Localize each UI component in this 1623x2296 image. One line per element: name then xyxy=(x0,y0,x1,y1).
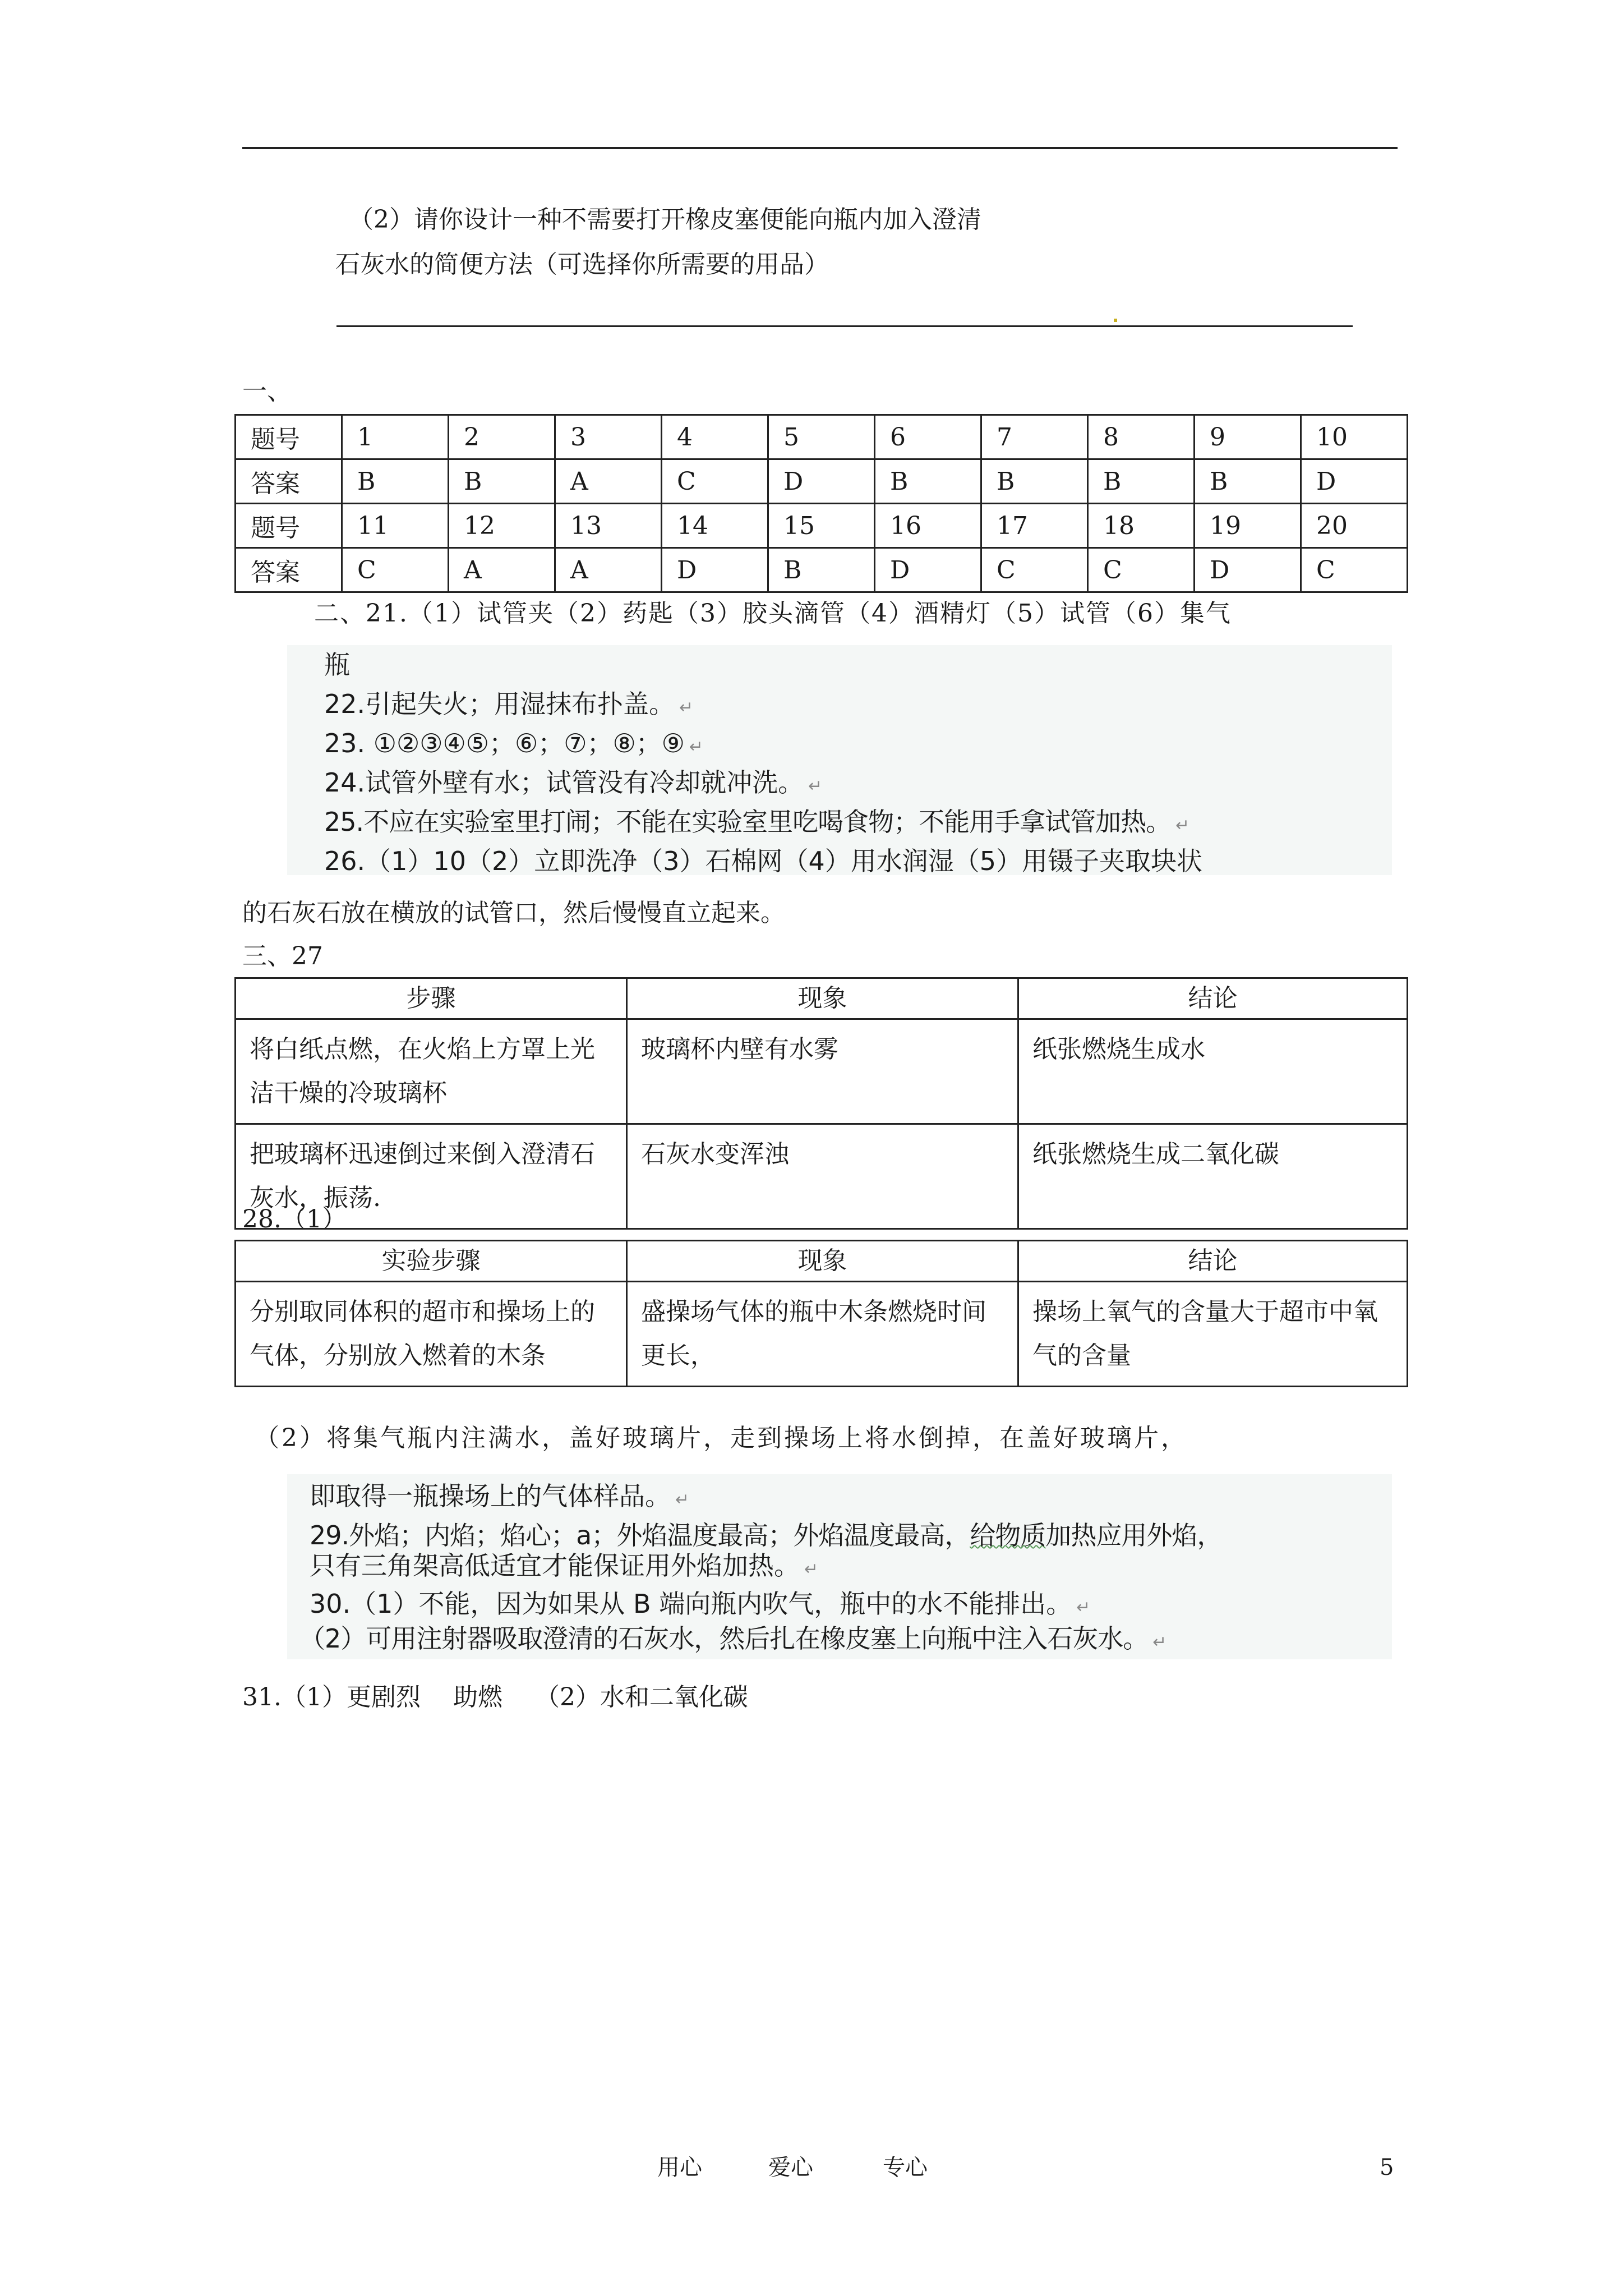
q29-continued xyxy=(310,1550,819,1581)
table-cell: B xyxy=(1195,459,1301,504)
table-cell: 17 xyxy=(981,504,1088,548)
q25-answer xyxy=(324,809,1189,835)
table-header-row xyxy=(236,978,1408,1019)
q21-line: 二、21.（1）试管夹（2）药匙（3）胶头滴管（4）酒精灯（5）试管（6）集气 xyxy=(314,599,1232,628)
table-row xyxy=(236,1124,1408,1229)
table-row xyxy=(236,548,1408,592)
return-mark-icon: ↵ xyxy=(1076,1598,1091,1617)
stray-dot xyxy=(1114,319,1117,322)
q24-text: 24.试管外壁有水；试管没有冷却就冲洗。 xyxy=(324,767,804,798)
table-cell: 3 xyxy=(555,415,662,459)
section-1-label: 一、 xyxy=(242,377,292,406)
table-row xyxy=(236,504,1408,548)
q29-text-b: 只有三角架高低适宜才能保证用外焰加热。 xyxy=(310,1550,800,1581)
table-cell: 题号 xyxy=(236,504,342,548)
table-cell: 操场上氧气的含量大于超市中氧气的含量 xyxy=(1018,1282,1408,1387)
q28-label: 28.（1） xyxy=(242,1205,347,1234)
table-cell: 13 xyxy=(555,504,662,548)
table-row xyxy=(236,415,1408,459)
table-cell: D xyxy=(1195,548,1301,592)
q29-text-a-end: 加热应用外焰， xyxy=(1045,1520,1223,1550)
table-cell: 7 xyxy=(981,415,1088,459)
table-cell: 15 xyxy=(768,504,875,548)
table-cell: 纸张燃烧生成二氧化碳 xyxy=(1018,1124,1408,1229)
table-cell: 石灰水变浑浊 xyxy=(627,1124,1018,1229)
experiment-28-table xyxy=(234,1240,1408,1387)
table-cell: 将白纸点燃，在火焰上方罩上光洁干燥的冷玻璃杯 xyxy=(236,1019,627,1124)
table-header: 步骤 xyxy=(236,978,627,1019)
q22-text: 22.引起失火；用湿抹布扑盖。 xyxy=(324,689,675,719)
table-cell: 18 xyxy=(1088,504,1195,548)
table-cell: A xyxy=(555,548,662,592)
q21-continued: 瓶 xyxy=(324,650,350,680)
answers-image-panel-2 xyxy=(287,1474,1392,1659)
table-cell: 2 xyxy=(449,415,555,459)
q28-part-2-continued xyxy=(310,1483,689,1509)
table-cell: B xyxy=(875,459,981,504)
table-cell: C xyxy=(1088,548,1195,592)
return-mark-icon: ↵ xyxy=(1152,1632,1166,1652)
table-cell: 9 xyxy=(1195,415,1301,459)
return-mark-icon: ↵ xyxy=(804,1559,819,1579)
table-cell: 把玻璃杯迅速倒过来倒入澄清石灰水，振荡. xyxy=(236,1124,627,1229)
q29-text-a: 29.外焰；内焰；焰心；a；外焰温度最高；外焰温度最高， xyxy=(310,1520,970,1550)
table-cell: 4 xyxy=(662,415,768,459)
answers-image-panel-1 xyxy=(287,645,1392,875)
header-rule xyxy=(242,147,1398,149)
table-cell: 盛操场气体的瓶中木条燃烧时间更长， xyxy=(627,1282,1018,1387)
table-cell: 12 xyxy=(449,504,555,548)
table-cell: 10 xyxy=(1301,415,1408,459)
q23-text: 23. ①②③④⑤；⑥；⑦；⑧；⑨ xyxy=(324,728,685,758)
q30-answer-1 xyxy=(310,1591,1090,1617)
table-cell: B xyxy=(1088,459,1195,504)
table-header: 实验步骤 xyxy=(236,1241,627,1282)
table-cell: 6 xyxy=(875,415,981,459)
return-mark-icon: ↵ xyxy=(679,698,694,717)
table-header: 现象 xyxy=(627,978,1018,1019)
table-cell: 16 xyxy=(875,504,981,548)
table-cell: C xyxy=(981,548,1088,592)
return-mark-icon: ↵ xyxy=(675,1490,690,1510)
table-cell: 题号 xyxy=(236,415,342,459)
answer-table xyxy=(234,414,1408,593)
table-row xyxy=(236,1019,1408,1124)
table-cell: C xyxy=(1301,548,1408,592)
q29-answer xyxy=(310,1522,1222,1548)
table-cell: 纸张燃烧生成水 xyxy=(1018,1019,1408,1124)
table-header: 结论 xyxy=(1018,1241,1408,1282)
footer-motto-2: 爱心 xyxy=(768,2155,813,2180)
footer-motto-1: 用心 xyxy=(657,2155,702,2180)
table-cell: C xyxy=(342,548,449,592)
table-cell: 分别取同体积的超市和操场上的气体，分别放入燃着的木条 xyxy=(236,1282,627,1387)
q29-text-underlined: 给物质 xyxy=(970,1520,1046,1550)
table-cell: A xyxy=(449,548,555,592)
answer-blank-line xyxy=(336,325,1353,327)
table-cell: D xyxy=(768,459,875,504)
table-cell: 答案 xyxy=(236,459,342,504)
table-cell: B xyxy=(768,548,875,592)
table-header: 结论 xyxy=(1018,978,1408,1019)
table-cell: 答案 xyxy=(236,548,342,592)
q23-answer xyxy=(324,730,703,756)
table-cell: 1 xyxy=(342,415,449,459)
q28-sample-text: 即取得一瓶操场上的气体样品。 xyxy=(310,1481,671,1511)
q26-answer: 26.（1）10（2）立即洗净（3）石棉网（4）用水润湿（5）用镊子夹取块状 xyxy=(324,846,1203,876)
q30-answer-2 xyxy=(299,1623,1166,1654)
table-cell: 14 xyxy=(662,504,768,548)
q28-part-2: （2）将集气瓶内注满水，盖好玻璃片，走到操场上将水倒掉，在盖好玻璃片， xyxy=(255,1424,1188,1452)
question-line-1: （2）请你设计一种不需要打开橡皮塞便能向瓶内加入澄清 xyxy=(349,205,981,234)
table-cell: A xyxy=(555,459,662,504)
table-header-row xyxy=(236,1241,1408,1282)
experiment-27-table xyxy=(234,977,1408,1234)
table-row xyxy=(236,459,1408,504)
page-number: 5 xyxy=(1380,2155,1394,2180)
table-cell: 8 xyxy=(1088,415,1195,459)
table-cell: D xyxy=(875,548,981,592)
return-mark-icon: ↵ xyxy=(689,737,704,757)
q22-answer xyxy=(324,691,693,717)
table-cell: D xyxy=(1301,459,1408,504)
table-header: 现象 xyxy=(627,1241,1018,1282)
table-cell: B xyxy=(981,459,1088,504)
table-cell: D xyxy=(662,548,768,592)
table-row xyxy=(236,1282,1408,1387)
q24-answer xyxy=(324,767,823,798)
return-mark-icon: ↵ xyxy=(1175,816,1189,835)
return-mark-icon: ↵ xyxy=(808,776,823,796)
table-cell: 20 xyxy=(1301,504,1408,548)
q31-answer: 31.（1）更剧烈 助燃 （2）水和二氧化碳 xyxy=(242,1683,748,1711)
table-cell: B xyxy=(449,459,555,504)
table-cell: 11 xyxy=(342,504,449,548)
table-cell: C xyxy=(662,459,768,504)
q26-continued: 的石灰石放在横放的试管口，然后慢慢直立起来。 xyxy=(242,899,785,927)
q30-text-b: （2）可用注射器吸取澄清的石灰水，然后扎在橡皮塞上向瓶中注入石灰水。 xyxy=(299,1623,1149,1654)
table-cell: 19 xyxy=(1195,504,1301,548)
table-cell: 5 xyxy=(768,415,875,459)
table-cell: B xyxy=(342,459,449,504)
q25-text: 25.不应在实验室里打闹；不能在实验室里吃喝食物；不能用手拿试管加热。 xyxy=(324,807,1172,837)
footer-motto-3: 专心 xyxy=(883,2155,928,2180)
section-3-label: 三、27 xyxy=(242,942,323,970)
q30-text-a: 30.（1）不能，因为如果从 B 端向瓶内吹气，瓶中的水不能排出。 xyxy=(310,1589,1072,1619)
question-line-2: 石灰水的简便方法（可选择你所需要的用品） xyxy=(335,250,829,279)
table-cell: 玻璃杯内壁有水雾 xyxy=(627,1019,1018,1124)
